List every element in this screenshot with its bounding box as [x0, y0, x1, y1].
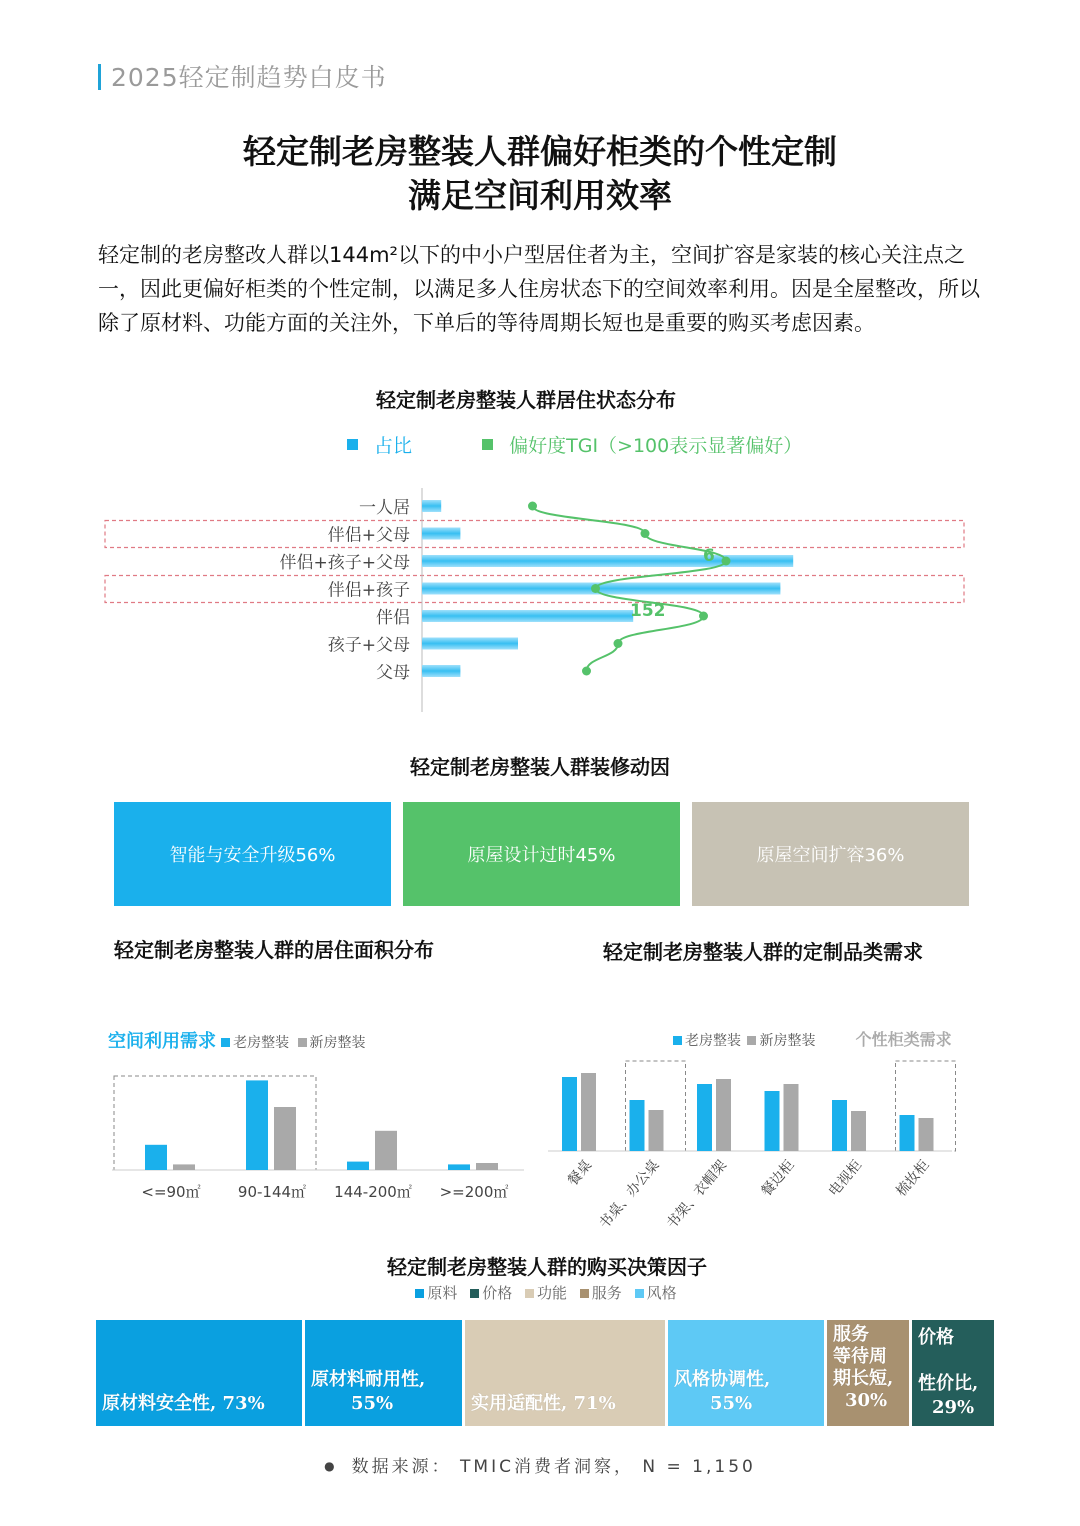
x-tick-label: 餐边柜 [758, 1157, 798, 1200]
legend-label-new-2: 新房整装 [759, 1033, 816, 1049]
document-header [98, 58, 387, 94]
highlight-box-1 [105, 521, 964, 548]
bar-new [649, 1110, 664, 1151]
chart3-legend [108, 1027, 366, 1053]
motive-card-outdated-design: 原屋设计过时45% [403, 802, 680, 906]
chart1-legend [347, 431, 802, 458]
bar-new [274, 1107, 296, 1170]
bar-old [832, 1100, 847, 1151]
bar-new [581, 1073, 596, 1151]
x-tick-label: 144-200㎡ [334, 1183, 412, 1201]
legend-swatch-new [298, 1038, 307, 1047]
x-tick-label: 书架、衣帽架 [663, 1157, 731, 1232]
x-tick-label: 餐桌 [564, 1157, 596, 1190]
legend-swatch-tgi [482, 439, 493, 450]
treemap-service-wait: 服务 等待周 期长短, 30% [827, 1320, 909, 1426]
x-tick-label: 书桌、办公桌 [596, 1157, 663, 1232]
header-accent-bar [98, 64, 101, 90]
chart4-title: 轻定制老房整装人群的定制品类需求 [603, 940, 923, 964]
legend-swatch-old-2 [673, 1036, 682, 1045]
x-tick-label: 90-144㎡ [237, 1183, 307, 1201]
bar-new [476, 1163, 498, 1170]
tgi-point [591, 584, 600, 593]
tgi-point [528, 502, 537, 511]
legend-label-old: 老房整装 [233, 1035, 290, 1051]
category-label: 伴侣+父母 [327, 525, 410, 546]
chart3-title: 轻定制老房整装人群的居住面积分布 [114, 938, 434, 962]
bullet-icon: ● [324, 1459, 338, 1473]
bar-new [716, 1079, 731, 1151]
motive-card-space-expansion: 原屋空间扩容36% [692, 802, 969, 906]
chart1-title: 轻定制老房整装人群居住状态分布 [376, 388, 676, 412]
legend-price: 价格 [482, 1284, 513, 1302]
x-tick-label: 电视柜 [825, 1157, 866, 1200]
bar-new [919, 1118, 934, 1151]
living-status-chart [0, 480, 1080, 720]
bar-old [448, 1164, 470, 1170]
bar-new [173, 1164, 195, 1170]
tgi-point [699, 612, 708, 621]
annotation-6: 6 [703, 546, 715, 566]
bar-old [900, 1115, 915, 1151]
bar-old [765, 1091, 780, 1151]
chart3-subtitle: 空间利用需求 [108, 1031, 216, 1052]
legend-label-old-2: 老房整装 [685, 1033, 741, 1049]
x-tick-label: <=90㎡ [141, 1183, 201, 1201]
category-label: 一人居 [359, 498, 410, 518]
tgi-point [614, 639, 623, 648]
page-title-line1: 轻定制老房整装人群偏好柜类的个性定制 [243, 132, 837, 171]
legend-label-new: 新房整装 [309, 1035, 366, 1051]
tgi-point [641, 529, 650, 538]
category-label: 父母 [376, 663, 410, 683]
bar-old [630, 1100, 645, 1151]
legend-label-share: 占比 [374, 435, 413, 457]
treemap-raw-safety: 原材料安全性, 73% [96, 1320, 302, 1426]
tgi-point [582, 667, 591, 676]
legend-swatch-old [221, 1038, 230, 1047]
bar-new [375, 1131, 397, 1170]
bar-old [246, 1080, 268, 1170]
intro-paragraph: 轻定制的老房整改人群以144m²以下的中小户型居住者为主，空间扩容是家装的核心关注点之一，因此更偏好柜类的个性定制，以满足多人住房状态下的空间效率利用。因是全屋整改，所以除了原材料、功能方面的关注外，下单后的等待周期长短也是重要的购买考虑因素。 [98, 243, 980, 335]
x-tick-label: >=200㎡ [439, 1183, 509, 1201]
legend-swatch-share [347, 439, 358, 450]
bar-old [347, 1162, 369, 1170]
bar-old [697, 1084, 712, 1151]
share-bar [422, 555, 793, 567]
treemap-price-value: 价格 性价比, 29% [912, 1320, 994, 1426]
chart5-title: 轻定制老房整装人群的购买决策因子 [387, 1255, 707, 1279]
legend-function: 功能 [536, 1284, 567, 1302]
bar-new [851, 1111, 866, 1151]
bar-new [784, 1084, 799, 1151]
x-tick-label: 梳妆柜 [893, 1157, 933, 1200]
category-label: 伴侣+孩子+父母 [279, 553, 410, 573]
share-bar [422, 638, 518, 650]
legend-raw: 原料 [427, 1284, 458, 1302]
share-bar [422, 665, 460, 677]
annotation-152: 152 [630, 601, 666, 621]
area-distribution-chart [100, 1070, 540, 1210]
category-label: 伴侣+孩子 [327, 580, 410, 601]
share-bar [422, 500, 441, 512]
treemap-style-harmony: 风格协调性, 55% [668, 1320, 824, 1426]
legend-service: 服务 [591, 1284, 622, 1302]
share-bar [422, 528, 460, 540]
legend-style: 风格 [646, 1284, 677, 1302]
motive-card-smart-safety: 智能与安全升级56% [114, 802, 391, 906]
category-label: 孩子+父母 [327, 635, 410, 656]
treemap-raw-durability: 原材料耐用性, 55% [305, 1320, 462, 1426]
share-bar [422, 610, 633, 622]
tgi-point [722, 557, 731, 566]
treemap-function-fit: 实用适配性, 71% [465, 1320, 665, 1426]
legend-swatch-new-2 [747, 1036, 756, 1045]
category-label: 伴侣 [376, 608, 410, 628]
chart4-subtitle: 个性柜类需求 [855, 1030, 952, 1049]
category-demand-chart [540, 1055, 960, 1240]
chart2-title: 轻定制老房整装人群装修动因 [410, 755, 670, 779]
chart5-legend [0, 1282, 1080, 1303]
document-title: 2025轻定制趋势白皮书 [111, 63, 387, 92]
bar-old [562, 1077, 577, 1151]
page-title-line2: 满足空间利用效率 [408, 176, 672, 215]
data-source: ● 数据来源： TMIC消费者洞察， N = 1,150 [324, 1457, 756, 1477]
legend-label-tgi: 偏好度TGI（>100表示显著偏好） [509, 435, 803, 457]
bar-old [145, 1145, 167, 1170]
chart4-legend [673, 1027, 952, 1050]
